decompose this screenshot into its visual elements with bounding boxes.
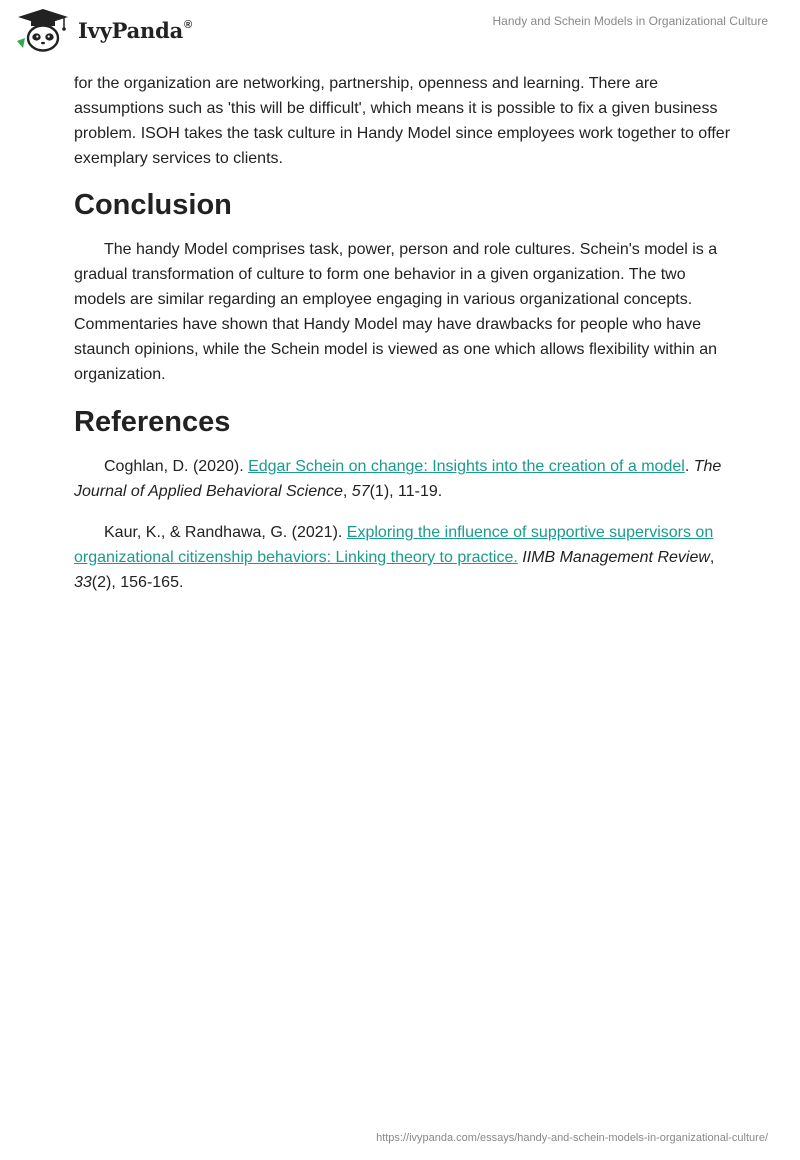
reference-authors: Coghlan, D. (2020). bbox=[104, 458, 249, 475]
reference-authors: Kaur, K., & Randhawa, G. (2021). bbox=[104, 524, 347, 541]
registered-mark: ® bbox=[184, 18, 192, 31]
reference-separator: , bbox=[709, 549, 715, 566]
reference-separator: , bbox=[342, 483, 352, 500]
reference-volume: 33 bbox=[74, 574, 92, 591]
reference-link[interactable]: Exploring the influence of supportive supervisors on organizational citizenship behaviors: Linking theory to practice. bbox=[74, 524, 714, 566]
ivypanda-logo[interactable] bbox=[14, 8, 192, 52]
page-url[interactable]: https://ivypanda.com/essays/handy-and-schein-models-in-organizational-culture/ bbox=[376, 1132, 768, 1144]
brand-name: IvyPanda® bbox=[78, 17, 192, 43]
conclusion-paragraph: The handy Model comprises task, power, person and role cultures. Schein's model is a gradual transformation of culture to form one behavior in a given organization. The two models are similar regarding an employee engaging in various organizational concepts. Commentaries have shown that Handy Model may have drawbacks for people who have staunch opinions, while the Schein model is viewed as one which allows flexibility within an organization. bbox=[74, 241, 718, 383]
reference-link[interactable]: Edgar Schein on change: Insights into the creation of a model bbox=[248, 458, 685, 475]
reference-volume: 57 bbox=[351, 483, 370, 500]
reference-item bbox=[74, 454, 734, 504]
references-heading: References bbox=[74, 406, 231, 438]
reference-journal: IIMB Management Review bbox=[522, 549, 710, 566]
reference-journal: The Journal of Applied Behavioral Science bbox=[74, 458, 722, 500]
page-header bbox=[0, 0, 800, 62]
document-title: Handy and Schein Models in Organizational Culture bbox=[492, 14, 768, 28]
reference-punctuation: . bbox=[684, 458, 694, 475]
panda-graduate-icon bbox=[14, 8, 72, 52]
reference-issue-pages: (1), 11-19. bbox=[369, 483, 443, 500]
conclusion-heading: Conclusion bbox=[74, 189, 232, 221]
intro-paragraph: for the organization are networking, partnership, openness and learning. There are assumptions such as 'this will be difficult', which means it is possible to fix a given business problem. ISOH takes the task culture in Handy Model since employees work together to offer exemplary services to clients. bbox=[74, 75, 731, 167]
reference-issue-pages: (2), 156-165. bbox=[91, 574, 184, 591]
essay-content bbox=[74, 71, 734, 611]
reference-item bbox=[74, 520, 734, 595]
